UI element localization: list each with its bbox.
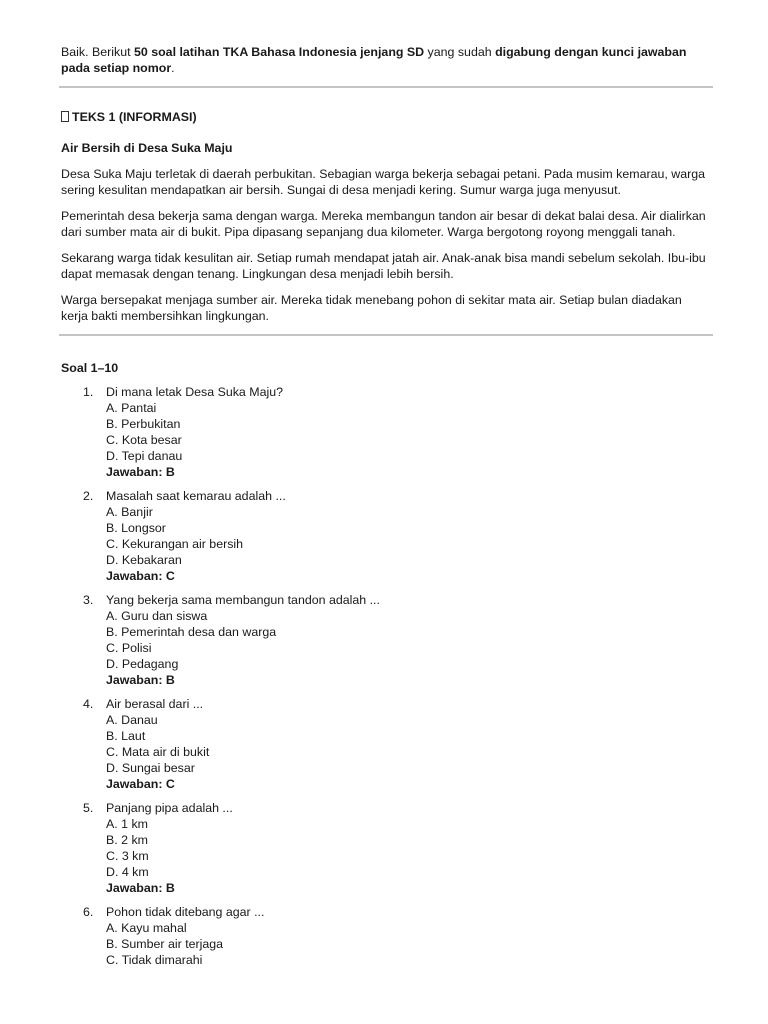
intro-text-1: Baik. Berikut — [61, 45, 134, 59]
question-item — [61, 488, 711, 584]
option: B. Perbukitan — [106, 417, 181, 431]
answer: Jawaban: C — [106, 777, 175, 791]
option: D. Sungai besar — [106, 761, 195, 775]
intro-paragraph — [61, 44, 711, 76]
paragraph: Warga bersepakat menjaga sumber air. Mereka tidak menebang pohon di sekitar mata air. Setiap bulan diadakan kerja bakti membersihkan lingkungan. — [61, 293, 682, 323]
option: C. Kota besar — [106, 433, 182, 447]
question-item — [61, 696, 711, 792]
option: C. Polisi — [106, 641, 152, 655]
option: A. Guru dan siswa — [106, 609, 208, 623]
option: A. Banjir — [106, 505, 153, 519]
option: C. Kekurangan air bersih — [106, 537, 244, 551]
question-text: Panjang pipa adalah ... — [106, 801, 233, 815]
intro-bold-1: 50 soal latihan TKA Bahasa Indonesia jenjang SD — [134, 45, 425, 59]
question-item — [61, 904, 711, 968]
question-number: 4. — [83, 697, 94, 711]
intro-text-2: yang sudah — [424, 45, 496, 59]
section-heading-text: TEKS 1 (INFORMASI) — [72, 110, 197, 124]
question-number: 1. — [83, 385, 94, 399]
question-number: 6. — [83, 905, 94, 919]
option: C. Tidak dimarahi — [106, 953, 203, 967]
square-icon — [61, 111, 69, 122]
question-text: Yang bekerja sama membangun tandon adalah ... — [106, 593, 380, 607]
question-number: 5. — [83, 801, 94, 815]
option: C. 3 km — [106, 849, 149, 863]
option: A. Kayu mahal — [106, 921, 187, 935]
option: D. Pedagang — [106, 657, 179, 671]
question-text: Di mana letak Desa Suka Maju? — [106, 385, 283, 399]
answer: Jawaban: C — [106, 569, 175, 583]
question-text: Air berasal dari ... — [106, 697, 204, 711]
answer: Jawaban: B — [106, 673, 175, 687]
intro-bold-2: digabung dengan kunci jawaban pada setiap nomor — [61, 45, 687, 75]
option: A. Pantai — [106, 401, 157, 415]
paragraph: Pemerintah desa bekerja sama dengan warga. Mereka membangun tandon air besar di dekat balai desa. Air dialirkan dari sumber mata air di bukit. Pipa dipasang sepanjang dua kilometer. Warga bergotong royong menggali tanah. — [61, 209, 706, 239]
option: D. 4 km — [106, 865, 149, 879]
question-text: Masalah saat kemarau adalah ... — [106, 489, 286, 503]
option: D. Kebakaran — [106, 553, 182, 567]
questions-heading: Soal 1–10 — [61, 361, 119, 375]
option: B. Sumber air terjaga — [106, 937, 224, 951]
answer: Jawaban: B — [106, 881, 175, 895]
question-number: 2. — [83, 489, 94, 503]
divider — [59, 86, 713, 88]
paragraph: Desa Suka Maju terletak di daerah perbukitan. Sebagian warga bekerja sebagai petani. Pada musim kemarau, warga sering kesulitan mendapatkan air bersih. Sungai di desa menjadi kering. Sumur warga juga menyusut. — [61, 167, 705, 197]
option: C. Mata air di bukit — [106, 745, 210, 759]
text-title: Air Bersih di Desa Suka Maju — [61, 141, 233, 155]
question-number: 3. — [83, 593, 94, 607]
question-list — [61, 384, 711, 968]
option: A. 1 km — [106, 817, 148, 831]
divider — [59, 334, 713, 336]
option: D. Tepi danau — [106, 449, 183, 463]
option: B. Longsor — [106, 521, 166, 535]
paragraph: Sekarang warga tidak kesulitan air. Setiap rumah mendapat jatah air. Anak-anak bisa mandi sebelum sekolah. Ibu-ibu dapat memasak dengan tenang. Lingkungan desa menjadi lebih bersih. — [61, 251, 706, 281]
option: A. Danau — [106, 713, 158, 727]
section-heading — [61, 109, 711, 125]
question-item — [61, 592, 711, 688]
answer: Jawaban: B — [106, 465, 175, 479]
question-text: Pohon tidak ditebang agar ... — [106, 905, 265, 919]
option: B. Laut — [106, 729, 146, 743]
intro-text-3: . — [171, 61, 175, 75]
question-item — [61, 800, 711, 896]
option: B. Pemerintah desa dan warga — [106, 625, 277, 639]
question-item — [61, 384, 711, 480]
option: B. 2 km — [106, 833, 148, 847]
document-content — [61, 44, 711, 976]
